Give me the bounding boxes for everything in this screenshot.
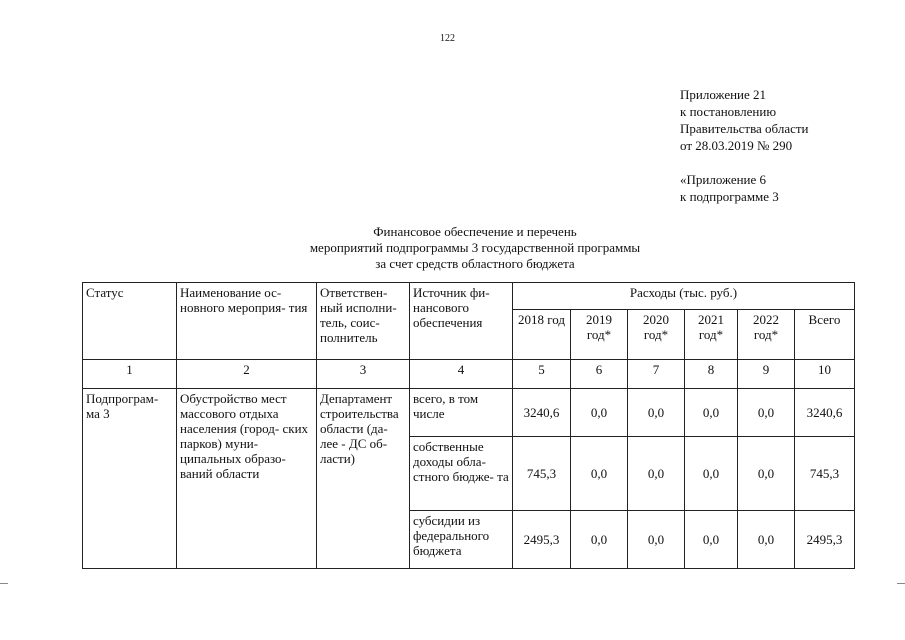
header-status: Статус xyxy=(83,283,177,360)
column-number-row xyxy=(83,360,855,389)
header-year-2022: 2022 год* xyxy=(738,310,795,360)
title-line: за счет средств областного бюджета xyxy=(375,256,575,271)
funding-source-cell: субсидии из федерального бюджета xyxy=(410,511,513,569)
column-number: 3 xyxy=(317,360,410,389)
column-number: 8 xyxy=(685,360,738,389)
value-cell: 0,0 xyxy=(571,511,628,569)
appendix-line: Правительства области xyxy=(680,121,809,136)
title-line: Финансовое обеспечение и перечень xyxy=(373,224,577,239)
document-title xyxy=(220,224,730,272)
funding-source-cell: всего, в том числе xyxy=(410,389,513,437)
header-year-2018: 2018 год xyxy=(513,310,571,360)
appendix-line: от 28.03.2019 № 290 xyxy=(680,138,793,153)
header-funding-source: Источник фи- нансового обеспечения xyxy=(410,283,513,360)
value-cell: 3240,6 xyxy=(795,389,855,437)
value-cell: 745,3 xyxy=(795,437,855,511)
value-cell: 0,0 xyxy=(738,389,795,437)
column-number: 9 xyxy=(738,360,795,389)
value-cell: 0,0 xyxy=(685,437,738,511)
column-number: 4 xyxy=(410,360,513,389)
value-cell: 0,0 xyxy=(571,389,628,437)
header-measure-name: Наименование ос- новного мероприя- тия xyxy=(177,283,317,360)
sub-appendix-line: к подпрограмме 3 xyxy=(680,189,779,204)
value-cell: 0,0 xyxy=(628,389,685,437)
column-number: 10 xyxy=(795,360,855,389)
column-number: 2 xyxy=(177,360,317,389)
header-total: Всего xyxy=(795,310,855,360)
value-cell: 0,0 xyxy=(628,437,685,511)
table-row xyxy=(83,389,855,437)
appendix-line: к постановлению xyxy=(680,104,777,119)
header-expenses: Расходы (тыс. руб.) xyxy=(513,283,855,310)
header-year-2019: 2019 год* xyxy=(571,310,628,360)
executor-cell: Департамент строительства области (да- лее - ДС об- ласти) xyxy=(317,389,410,569)
value-cell: 0,0 xyxy=(738,437,795,511)
finance-table xyxy=(82,282,855,569)
appendix-line: Приложение 21 xyxy=(680,87,767,102)
value-cell: 0,0 xyxy=(685,511,738,569)
value-cell: 3240,6 xyxy=(513,389,571,437)
measure-name-cell: Обустройство мест массового отдыха населения (город- ских парков) муни- ципальных образо- ваний области xyxy=(177,389,317,569)
value-cell: 2495,3 xyxy=(513,511,571,569)
header-year-2021: 2021 год* xyxy=(685,310,738,360)
column-number: 6 xyxy=(571,360,628,389)
value-cell: 2495,3 xyxy=(795,511,855,569)
value-cell: 0,0 xyxy=(685,389,738,437)
page-number: 122 xyxy=(440,33,455,44)
value-cell: 0,0 xyxy=(628,511,685,569)
sub-appendix-line: «Приложение 6 xyxy=(680,172,767,187)
header-executor: Ответствен- ный исполни- тель, соис- полнитель xyxy=(317,283,410,360)
column-number: 1 xyxy=(83,360,177,389)
value-cell: 0,0 xyxy=(738,511,795,569)
appendix-block xyxy=(680,86,809,205)
value-cell: 745,3 xyxy=(513,437,571,511)
right-edge-mark xyxy=(897,583,905,584)
value-cell: 0,0 xyxy=(571,437,628,511)
left-edge-mark xyxy=(0,583,8,584)
title-line: мероприятий подпрограммы 3 государственной программы xyxy=(309,240,641,255)
funding-source-cell: собственные доходы обла- стного бюдже- та xyxy=(410,437,513,511)
status-cell: Подпрограм- ма 3 xyxy=(83,389,177,569)
header-year-2020: 2020 год* xyxy=(628,310,685,360)
column-number: 7 xyxy=(628,360,685,389)
column-number: 5 xyxy=(513,360,571,389)
